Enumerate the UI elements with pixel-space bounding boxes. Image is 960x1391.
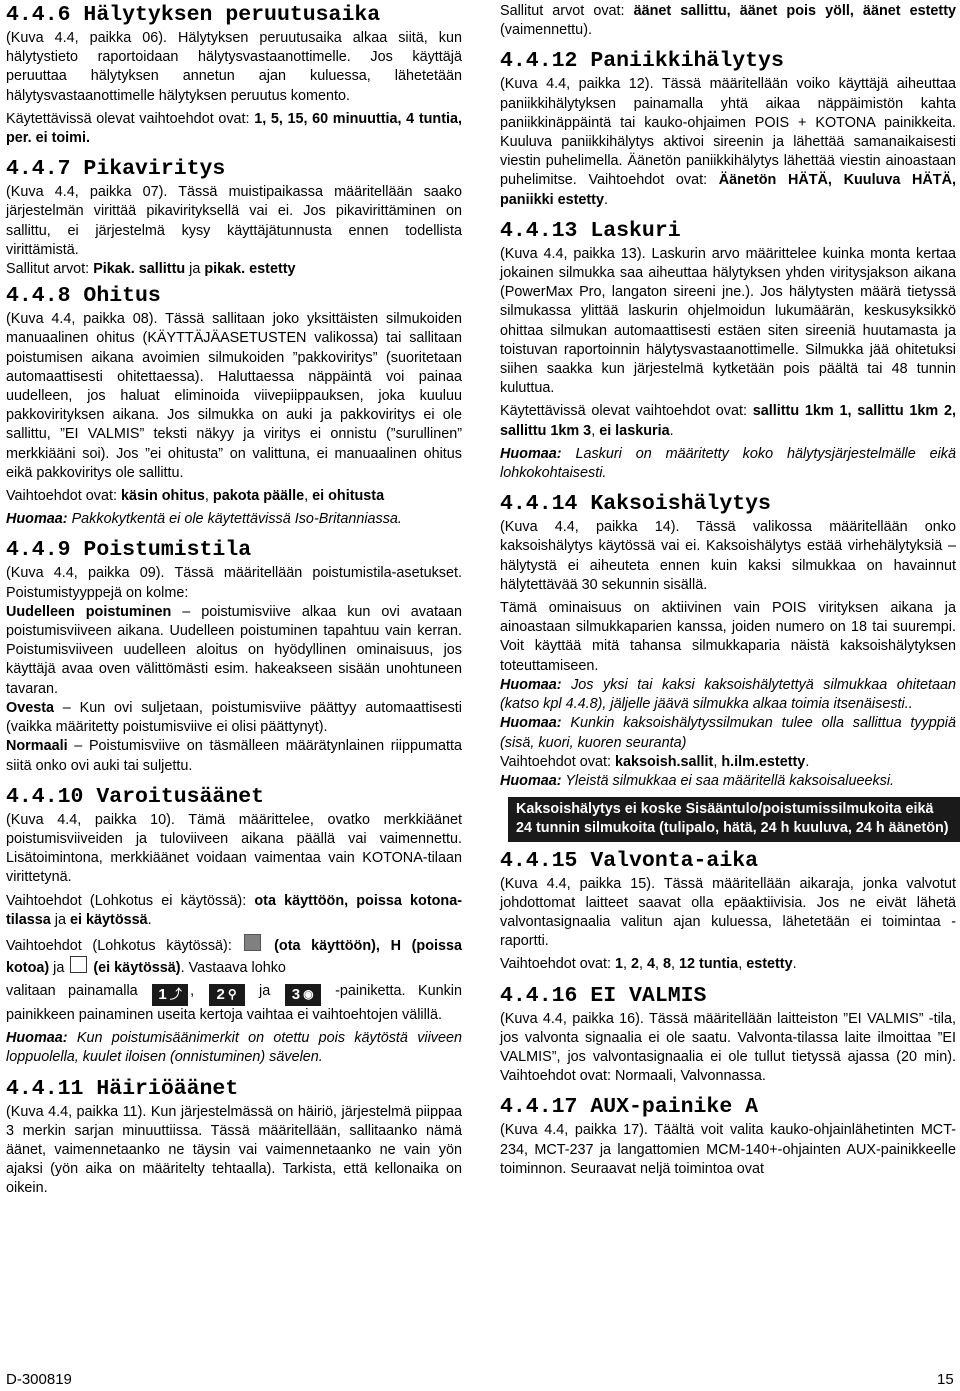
page-number: 15 <box>937 1371 954 1388</box>
note: Huomaa: Kun poistumisäänimerkit on otettu pois käytöstä viiveen loppuolella, kuulet iloisen (onnistuminen) sävelen. <box>6 1030 462 1066</box>
paragraph: Sallitut arvot ovat: äänet sallittu, äänet pois yöll, äänet estetty (vaimennettu). <box>500 3 956 39</box>
heading-4-4-6: 4.4.6 Hälytyksen peruutusaika <box>6 3 381 27</box>
heading-4-4-16: 4.4.16 EI VALMIS <box>500 983 707 1008</box>
paragraph: valitaan painamalla 1 ⤴ , 2 ⚲ ja 3 ◉ -painiketta. Kunkin painikkeen painaminen useita kertoja vaihtaa ei vaihtoehtojen välillä. <box>6 983 462 1023</box>
paragraph: Vaihtoehdot ovat: 1, 2, 4, 8, 12 tuntia, estetty. <box>500 956 797 973</box>
heading-4-4-15: 4.4.15 Valvonta-aika <box>500 848 759 873</box>
note: Huomaa: Pakkokytkentä ei ole käytettävissä Iso-Britanniassa. <box>6 511 402 528</box>
note: Huomaa: Jos yksi tai kaksi kaksoishälytettyä silmukkaa ohitetaan (katso kpl 4.4.8), jäljelle jäävä silmukka alkaa toimia itsenäisesti.. <box>500 676 956 713</box>
paragraph: (Kuva 4.4, paikka 07). Tässä muistipaikassa määritellään saako järjestelmän virittää pikavirityksellä vai ei. Jos pikavirittäminen on sallittu, ei järjestelmä kysy käyttäjätunnusta ennen todellista virittämistä. <box>6 184 462 258</box>
paragraph: Käytettävissä olevat vaihtoehdot ovat: 1, 5, 15, 60 minuuttia, 4 tuntia, per. ei toimi. <box>6 110 462 147</box>
heading-4-4-14: 4.4.14 Kaksoishälytys <box>500 492 771 517</box>
note: Huomaa: Laskuri on määritetty koko hälytysjärjestelmälle eikä lohkokohtaisesti. <box>500 445 956 482</box>
paragraph: Uudelleen poistuminen – poistumisviive alkaa kun ovi avataan poistumisviiveen aikana. Uudelleen poistuminen tapahtuu vain kerran. Poistumisviiveen uudelleen aloitus on hyödyllinen ominaisuus, jos käyttäjä avaa oven välittömästi esim. hakeakseen sisään unohtuneen tavaran. <box>6 603 463 697</box>
paragraph: (Kuva 4.4, paikka 12). Tässä määritellään voiko käyttäjä aiheuttaa paniikkihälytyksen painamalla yhtä aikaa näppäimistön kahta paniikkinäppäintä tai kauko-ohjaimen POIS + KOTONA painikkeita. Kuuluva paniikkihälytys aktivoi sireenin ja lähettää samanaikaisesti viestin puhelimella. Äänetön paniikkihälytys lähettää viestin ainoastaan puhelimitse. Vaihtoehdot ovat: Äänetön HÄTÄ, Kuuluva HÄTÄ, paniikki estetty. <box>500 76 956 208</box>
paragraph: (Kuva 4.4, paikka 08). Tässä sallitaan joko yksittäisten silmukoiden manuaalinen ohitus (KÄYTTÄJÄASETUSTEN valikossa) tai sallitaan poistumisen aikana avoimien silmukoiden ”pakkoviritys” (suoritetaan automaattisesti ohitettaessa). Haluttaessa näppäintä voi painaa uudelleen, jos haluat eliminoida viivepiippauksen, joka kuuluu pakkovirityksen aikana. Jos silmukka on auki ja pakkoviritys ei ole sallittu, ”EI VALMIS” teksti näkyy ja viritys ei onnistu (”surullinen” merkkiääni soi). Jos ”ei ohitusta” on valittuna, ei manuaalinen ohitus eikä pakkoviritys ole sallittu. <box>6 311 462 481</box>
key-1-away-icon: 1 ⤴ <box>152 984 188 1006</box>
heading-4-4-7: 4.4.7 Pikaviritys <box>6 157 226 182</box>
note: Huomaa: Yleistä silmukkaa ei saa määritellä kaksoisalueeksi. <box>500 772 895 789</box>
heading-4-4-17: 4.4.17 AUX-painike A <box>500 1095 759 1120</box>
paragraph: (Kuva 4.4, paikka 11). Kun järjestelmässä on häiriö, järjestelmä piippaa 3 merkin sarjan minuuttiissa. Tässä määritellään, sallitaanko nämä äänet, vaimennetaanko ne täysin vai vaimennetaanko ne vain yön ajaksi (yön aika on määritelty tehtaalla). Tarkista, että kellonaika on oikein. <box>6 1103 462 1197</box>
right-column <box>500 2 956 1179</box>
key-3-disarm-icon: 3 ◉ <box>285 984 321 1006</box>
note: Huomaa: Kunkin kaksoishälytyssilmukan tulee olla sallittua tyyppiä (sisä, kuori, kuoren seuranta) <box>500 715 956 751</box>
left-column <box>6 2 462 1199</box>
paragraph: Vaihtoehdot ovat: kaksoish.sallit, h.ilm.estetty. <box>500 753 810 770</box>
paragraph: (Kuva 4.4, paikka 17). Täältä voit valita kauko-ohjainlähetinten MCT-234, MCT-237 ja langattomien MCM-140+-ohjainten AUX-painikkeelle toiminnon. Seuraavat neljä toimintoa ovat <box>500 1122 956 1177</box>
paragraph: (Kuva 4.4, paikka 16). Tässä määritellään laitteiston ”EI VALMIS” -tila, jos valvonta signaalia ei ole saatu. Valvonta-tilassa laite ilmoittaa ”EI VALMIS”, jos valvontasignaalia ei ole tullut tietyssä ajassa (20 min). Vaihtoehdot ovat: Normaali, Valvonnassa. <box>500 1010 956 1085</box>
paragraph: (Kuva 4.4, paikka 15). Tässä määritellään aikaraja, jonka valvotut johdottomat laitteet saavat olla epäaktiivisia. Jos ne eivät lähetä valvontasignaalia valitun ajan kuluessa, lähetetään ei toimintaa -raportti. <box>500 875 956 950</box>
heading-4-4-13: 4.4.13 Laskuri <box>500 218 681 243</box>
filled-square-icon <box>244 934 261 951</box>
paragraph: (Kuva 4.4, paikka 09). Tässä määritellään poistumistila-asetukset. Poistumistyyppejä on kolme: <box>6 565 462 601</box>
heading-4-4-12: 4.4.12 Paniikkihälytys <box>500 49 784 74</box>
document-id: D-300819 <box>6 1371 72 1388</box>
warning-box: Kaksoishälytys ei koske Sisääntulo/poistumissilmukoita eikä 24 tunnin silmukoita (tulipalo, hätä, 24 h kuuluva, 24 h äänetön) <box>508 797 960 841</box>
paragraph: Sallitut arvot: Pikak. sallittu ja pikak. estetty <box>6 261 296 278</box>
heading-4-4-9: 4.4.9 Poistumistila <box>6 538 252 563</box>
key-2-home-icon: 2 ⚲ <box>209 984 245 1006</box>
paragraph: Tämä ominaisuus on aktiivinen vain POIS virityksen aikana ja ainoastaan silmukkaparien kanssa, joiden numero on 18 tai suurempi. Voit käyttää mitä tahansa silmukkaparia näistä kaksoishälytyksen toteuttamiseen. <box>500 600 956 674</box>
paragraph: Vaihtoehdot (Lohkotus ei käytössä): ota käyttöön, poissa kotona-tilassa ja ei käytössä. <box>6 892 462 928</box>
paragraph: Vaihtoehdot ovat: käsin ohitus, pakota päälle, ei ohitusta <box>6 488 385 505</box>
paragraph: (Kuva 4.4, paikka 14). Tässä valikossa määritellään onko kaksoishälytys käytössä vai ei. Kaksoishälytys estää virhehälytyksiä – hälytystä ei aiheuteta ennen kuin kaksi silmukkaa on havainnut hälytettävää 30 sekunnin sisällä. <box>500 519 956 593</box>
heading-4-4-11: 4.4.11 Häiriöäänet <box>6 1076 239 1101</box>
paragraph: Normaali – Poistumisviive on täsmälleen määrätynlainen riippumatta siitä onko ovi auki tai suljettu. <box>6 738 462 774</box>
paragraph: Vaihtoehdot (Lohkotus käytössä): (ota käyttöön), H (poissa kotoa) ja (ei käytössä). Vastaava lohko <box>6 934 462 978</box>
heading-4-4-10: 4.4.10 Varoitusäänet <box>6 784 265 809</box>
paragraph: (Kuva 4.4, paikka 13). Laskurin arvo määrittelee kuinka monta kertaa jokainen silmukka saa aiheuttaa hälytyksen yhden viritysjakson aikana (PowerMax Pro, langaton sireeni jne.). Jos hälytysten määrä tietyssä silmukassa ylittää laskurin ohjelmoidun lukumäärän, keskusyksikkö ohittaa silmukan automaattisesti estäen siten sireeniä huutamasta ja toistuvan raportoinnin hälytysvastaanottimelle. Silmukka jää ohitetuksi siihen saakka kun järjestelmä kytketään pois päältä tai 48 tunnin kuluttua. <box>500 245 956 397</box>
paragraph: (Kuva 4.4, paikka 10). Tämä määrittelee, ovatko merkkiäänet poistumisviiveiden ja tuloviiveen aikana päällä vai vaimennettu. Lisätoimintona, merkkiäänet voidaan vaimentaa vain KOTONA-tilaan virittetynä. <box>6 811 462 886</box>
heading-4-4-8: 4.4.8 Ohitus <box>6 284 161 309</box>
paragraph: Ovesta – Kun ovi suljetaan, poistumisviive päättyy automaattisesti (vaikka määritetty poistumisviive ei olisi päättynyt). <box>6 699 462 736</box>
paragraph: Käytettävissä olevat vaihtoehdot ovat: sallittu 1km 1, sallittu 1km 2, sallittu 1km 3, ei laskuria. <box>500 403 957 439</box>
paragraph: (Kuva 4.4, paikka 06). Hälytyksen peruutusaika alkaa siitä, kun hälytystieto raportoidaan hälytysvastaanottimelle. Jos käyttäjä peruuttaa hälytyksen annetun ajan kuluessa, lähetetään hälytysvastaanottimelle hälytyksen peruutus komento. <box>6 30 462 104</box>
empty-square-icon <box>70 956 87 973</box>
